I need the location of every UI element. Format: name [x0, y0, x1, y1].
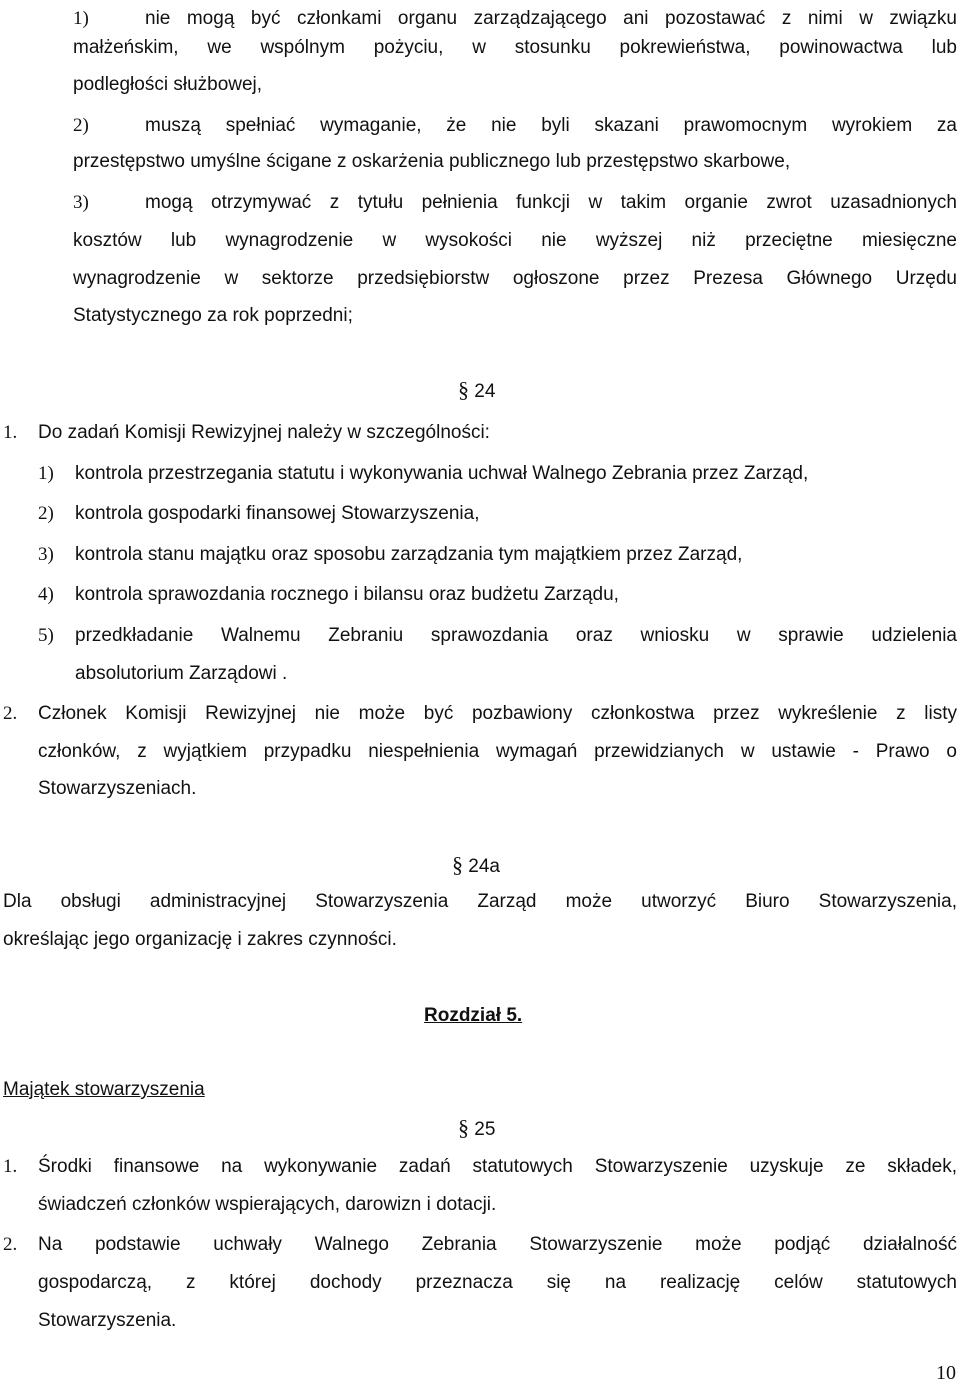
list-item-text: małżeńskim, we wspólnym pożyciu, w stosunku pokrewieństwa, powinowactwa lub: [73, 37, 957, 58]
section-number: 24: [474, 381, 496, 402]
paragraph-text: Na podstawie uchwały Walnego Zebrania Stowarzyszenie może podjąć działalność: [38, 1234, 957, 1255]
list-number: 3): [73, 192, 89, 213]
paragraph-text: gospodarczą, z której dochody przeznacza się na realizację celów statutowych: [38, 1272, 957, 1293]
paragraph-text: Stowarzyszenia.: [38, 1310, 177, 1331]
section-sign: §: [458, 377, 469, 402]
list-item-text: przedkładanie Walnemu Zebraniu sprawozdania oraz wniosku w sprawie udzielenia: [75, 625, 957, 646]
list-number: 3): [38, 544, 54, 565]
section-number: 24a: [468, 856, 500, 877]
list-number: 2): [73, 115, 89, 136]
list-item-text: Statystycznego za rok poprzedni;: [73, 305, 353, 326]
section-sign: §: [452, 852, 463, 877]
paragraph-text: Stowarzyszeniach.: [38, 778, 197, 799]
paragraph-number: 1.: [3, 1156, 18, 1177]
section-heading-24: [458, 377, 495, 403]
list-item-text: muszą spełniać wymaganie, że nie byli skazani prawomocnym wyrokiem za: [145, 115, 957, 136]
section-sign: §: [458, 1115, 469, 1140]
list-item-text: kontrola gospodarki finansowej Stowarzyszenia,: [75, 503, 480, 524]
list-item-text: kosztów lub wynagrodzenie w wysokości nie wyższej niż przeciętne miesięczne: [73, 230, 957, 251]
list-item-text: wynagrodzenie w sektorze przedsiębiorstw ogłoszone przez Prezesa Głównego Urzędu: [73, 268, 957, 289]
list-item-text: podległości służbowej,: [73, 74, 263, 95]
paragraph-number: 2.: [3, 703, 18, 724]
paragraph-text: Dla obsługi administracyjnej Stowarzyszenia Zarząd może utworzyć Biuro Stowarzyszenia,: [3, 891, 957, 912]
list-number: 5): [38, 625, 54, 646]
list-item-text: przestępstwo umyślne ścigane z oskarżenia publicznego lub przestępstwo skarbowe,: [73, 151, 791, 172]
list-item-text: kontrola sprawozdania rocznego i bilansu oraz budżetu Zarządu,: [75, 584, 619, 605]
section-number: 25: [474, 1119, 496, 1140]
section-heading-25: [458, 1109, 495, 1149]
paragraph-text: członków, z wyjątkiem przypadku niespełnienia wymagań przewidzianych w ustawie - Prawo o: [38, 741, 957, 762]
page-number: 10: [936, 1362, 956, 1384]
paragraph-text: Do zadań Komisji Rewizyjnej należy w szczególności:: [38, 422, 490, 443]
paragraph-text: Członek Komisji Rewizyjnej nie może być pozbawiony członkostwa przez wykreślenie z listy: [38, 703, 957, 724]
paragraph-text: Środki finansowe na wykonywanie zadań statutowych Stowarzyszenie uzyskuje ze składek,: [38, 1156, 957, 1177]
section-heading-24a: [452, 846, 500, 886]
paragraph-number: 2.: [3, 1234, 18, 1255]
chapter-title: Rozdział 5.: [424, 1005, 523, 1026]
list-number: 1): [38, 463, 54, 484]
list-item-text: kontrola przestrzegania statutu i wykonywania uchwał Walnego Zebrania przez Zarząd,: [75, 463, 809, 484]
list-number: 2): [38, 503, 54, 524]
chapter-subtitle: Majątek stowarzyszenia: [3, 1079, 205, 1100]
paragraph-number: 1.: [3, 422, 18, 443]
list-number: 4): [38, 584, 54, 605]
list-number: 1): [73, 8, 89, 29]
paragraph-text: świadczeń członków wspierających, darowizn i dotacji.: [38, 1194, 497, 1215]
list-item-text: nie mogą być członkami organu zarządzającego ani pozostawać z nimi w związku: [145, 8, 957, 29]
paragraph-text: określając jego organizację i zakres czynności.: [3, 929, 397, 950]
list-item-text: mogą otrzymywać z tytułu pełnienia funkcji w takim organie zwrot uzasadnionych: [145, 192, 957, 213]
list-item-text: kontrola stanu majątku oraz sposobu zarządzania tym majątkiem przez Zarząd,: [75, 544, 743, 565]
list-item-text: absolutorium Zarządowi .: [75, 663, 288, 684]
